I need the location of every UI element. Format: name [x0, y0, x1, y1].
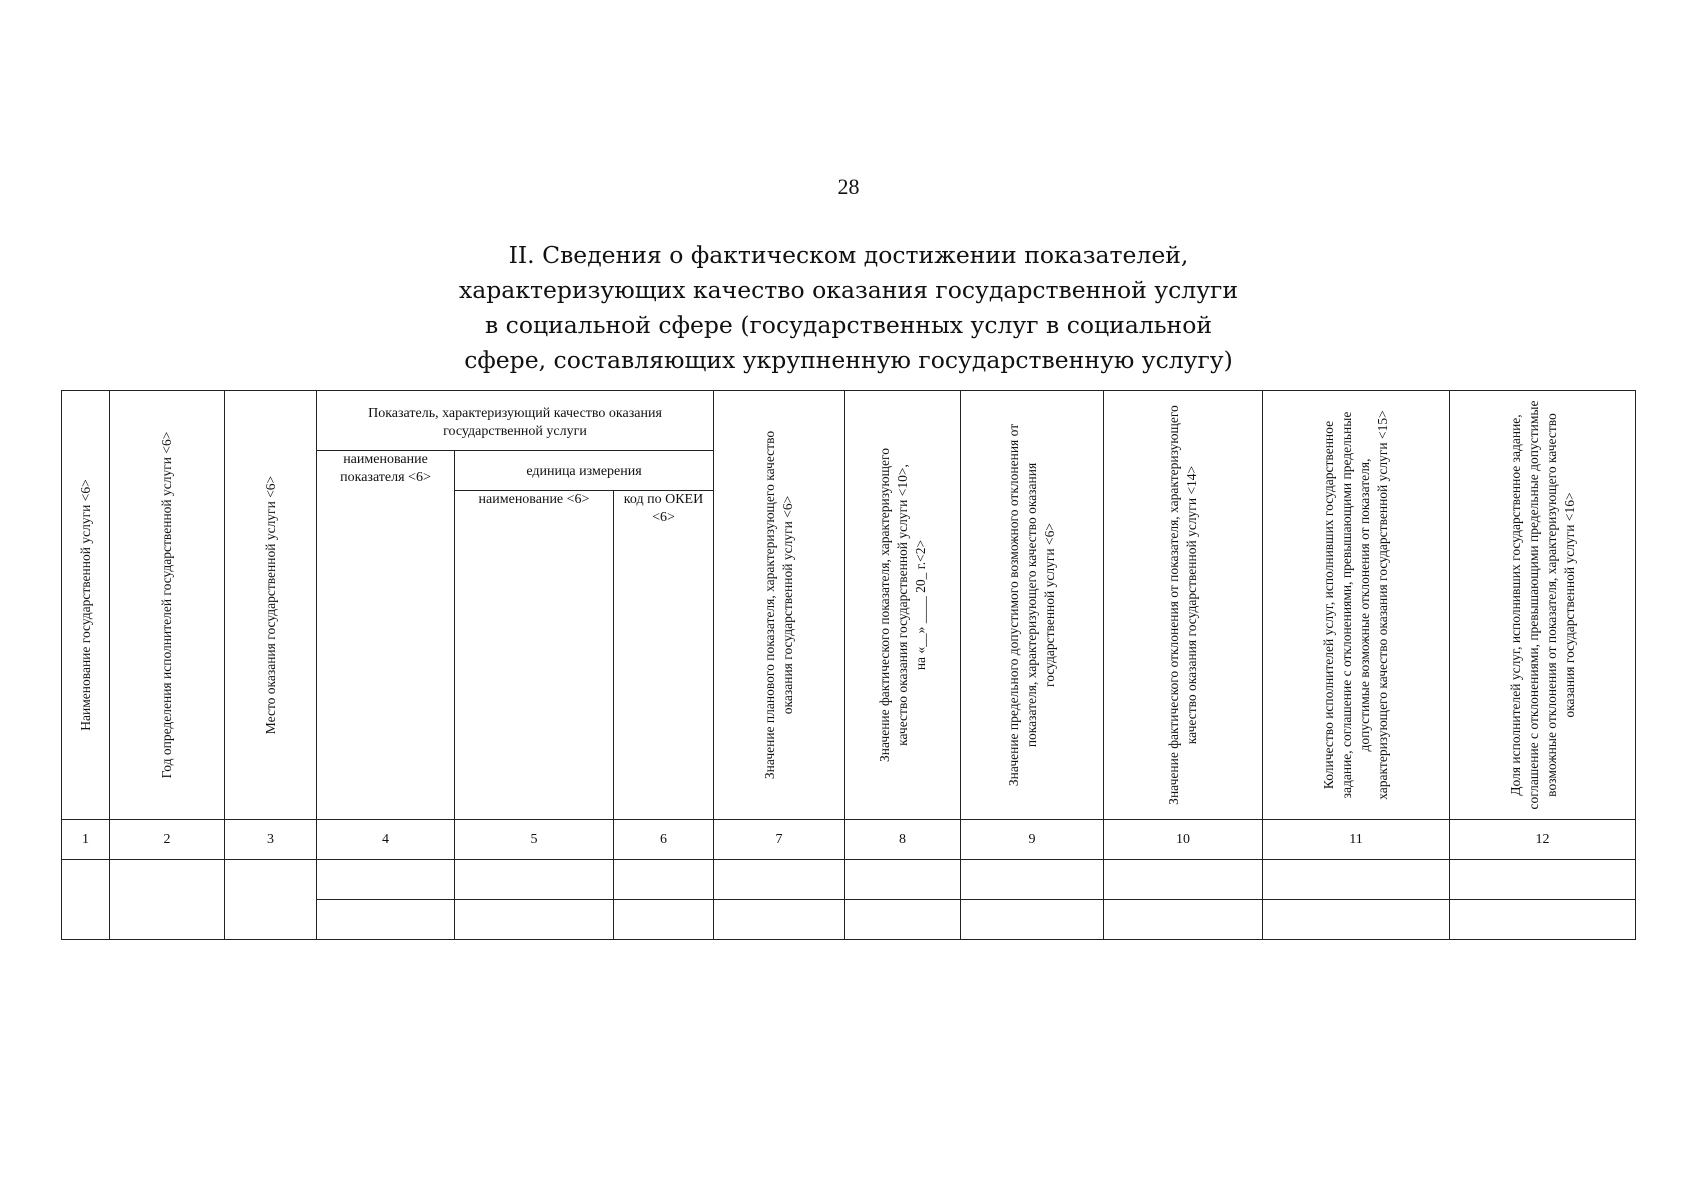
header-col-8: [845, 391, 961, 820]
header-col-9: [961, 391, 1104, 820]
header-col-6: код по ОКЕИ <6>: [614, 491, 714, 820]
indicators-table: [61, 390, 1636, 940]
page-number: 28: [837, 174, 860, 199]
header-col-7: [714, 391, 845, 820]
table-cell: [1104, 860, 1263, 900]
header-col-4: наименование показателя <6>: [317, 451, 455, 820]
table-cell: [455, 900, 614, 940]
header-col-8-line-2: качество оказания государственной услуги <10>,: [894, 464, 910, 746]
column-number: 6: [614, 820, 714, 860]
table-cell: [1263, 860, 1450, 900]
table-cell: [614, 900, 714, 940]
header-col-8-line-1: Значение фактического показателя, характеризующего: [876, 448, 892, 763]
column-number: 2: [110, 820, 225, 860]
table-cell: [225, 860, 317, 940]
column-number: 1: [62, 820, 110, 860]
table-cell: [961, 900, 1104, 940]
data-row-1: [62, 860, 1636, 900]
header-col-5: наименование <6>: [455, 491, 614, 820]
header-col-7-text: Значение планового показателя, характеризующего качество оказания государственной услуги <6>: [762, 430, 795, 780]
header-col-2-text: Год определения исполнителей государственной услуги <6>: [159, 431, 174, 779]
table-cell: [1263, 900, 1450, 940]
table-cell: [1104, 900, 1263, 940]
column-number: 12: [1450, 820, 1636, 860]
table-cell: [110, 860, 225, 940]
header-col-10-text: Значение фактического отклонения от показателя, характеризующего качество оказания государственной услуги <14>: [1166, 405, 1199, 805]
heading-line-1: II. Сведения о фактическом достижении показателей,: [508, 241, 1189, 269]
header-col-1: [62, 391, 110, 820]
section-heading: [0, 238, 1697, 378]
table-cell: [845, 860, 961, 900]
column-number: 4: [317, 820, 455, 860]
header-col-8-text: [876, 395, 930, 815]
header-col-10: [1104, 391, 1263, 820]
table-cell: [1450, 860, 1636, 900]
header-col-11: [1263, 391, 1450, 820]
header-col-2: [110, 391, 225, 820]
table-cell: [845, 900, 961, 940]
table-cell: [317, 860, 455, 900]
table-cell: [961, 860, 1104, 900]
header-indicator-group: Показатель, характеризующий качество оказания государственной услуги: [317, 391, 714, 451]
table-cell: [714, 860, 845, 900]
heading-line-3: в социальной сфере (государственных услуг в социальной: [484, 311, 1213, 339]
header-unit-group: единица измерения: [455, 451, 714, 491]
column-number: 9: [961, 820, 1104, 860]
table-cell: [62, 860, 110, 940]
header-col-3-text: Место оказания государственной услуги <6>: [262, 475, 278, 735]
header-row-1: [62, 391, 1636, 451]
column-number: 10: [1104, 820, 1263, 860]
header-col-3: [225, 391, 317, 820]
column-number-row: [62, 820, 1636, 860]
table-cell: [714, 900, 845, 940]
column-number: 11: [1263, 820, 1450, 860]
heading-line-4: сфере, составляющих укрупненную государственную услугу): [464, 346, 1233, 374]
table-cell: [614, 860, 714, 900]
header-col-12: [1450, 391, 1636, 820]
column-number: 3: [225, 820, 317, 860]
column-number: 5: [455, 820, 614, 860]
header-col-1-text: Наименование государственной услуги <6>: [77, 479, 93, 731]
header-col-8-line-3: на «__» ____ 20_ г.<2>: [912, 539, 928, 671]
table-cell: [1450, 900, 1636, 940]
column-number: 7: [714, 820, 845, 860]
table-cell: [317, 900, 455, 940]
header-col-9-text: Значение предельного допустимого возможного отклонения от показателя, характеризующего качество оказания государственной услуги <6>: [1006, 423, 1057, 787]
column-number: 8: [845, 820, 961, 860]
heading-line-2: характеризующих качество оказания государственной услуги: [459, 276, 1238, 304]
header-col-11-text: Количество исполнителей услуг, исполнивших государственное задание, соглашение с отклонениями, превышающими предельные допустимые возможные отклонения от показателя, характеризующего качество оказания государственной услуги <15>: [1321, 410, 1390, 800]
header-col-12-text: Доля исполнителей услуг, исполнивших государственное задание, соглашение с отклонениями, превышающими предельные допустимые возможные отклонения от показателя, характеризующего качество оказания государственной услуги <16>: [1507, 400, 1577, 810]
table-cell: [455, 860, 614, 900]
